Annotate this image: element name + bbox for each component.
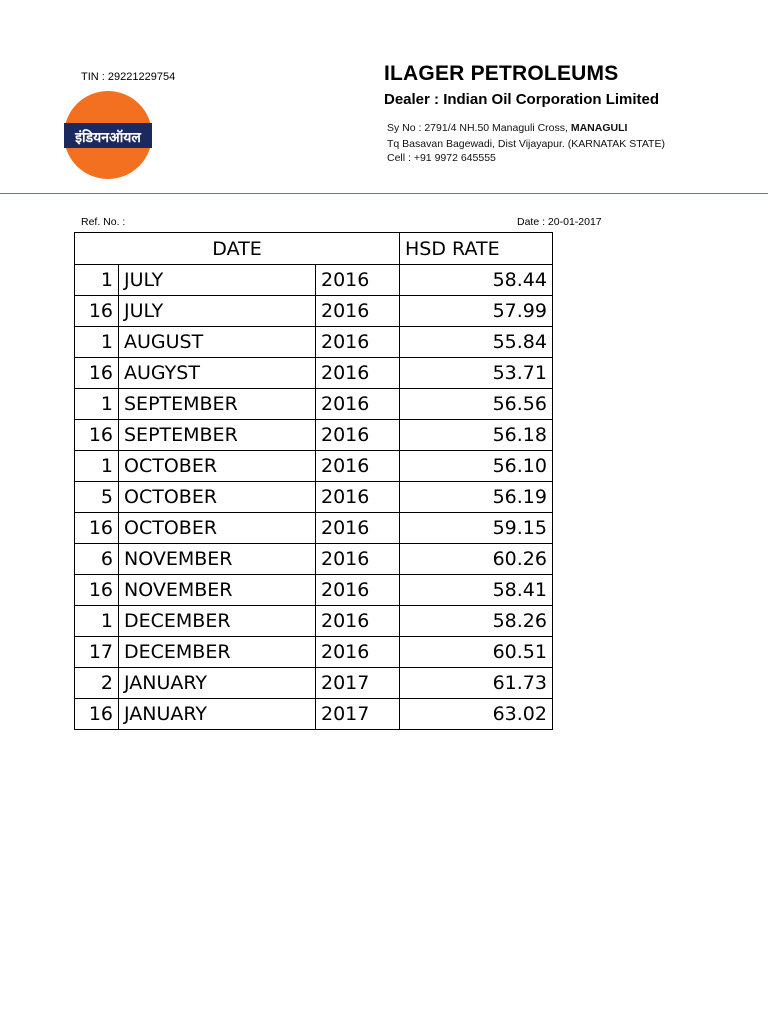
cell-year: 2017 bbox=[316, 668, 400, 699]
cell-month: OCTOBER bbox=[119, 482, 316, 513]
cell-year: 2016 bbox=[316, 606, 400, 637]
cell-month: NOVEMBER bbox=[119, 575, 316, 606]
address-line-2: Tq Basavan Bagewadi, Dist Vijayapur. (KARNATAK STATE) bbox=[387, 138, 665, 150]
cell-day: 17 bbox=[75, 637, 119, 668]
cell-month: AUGYST bbox=[119, 358, 316, 389]
cell-hsd-rate: 60.51 bbox=[400, 637, 553, 668]
table-row bbox=[75, 606, 553, 637]
cell-day: 1 bbox=[75, 451, 119, 482]
indian-oil-logo bbox=[62, 90, 154, 180]
cell-year: 2017 bbox=[316, 699, 400, 730]
cell-day: 6 bbox=[75, 544, 119, 575]
table-row bbox=[75, 513, 553, 544]
table-row bbox=[75, 544, 553, 575]
ref-number: Ref. No. : bbox=[81, 216, 126, 228]
table-row bbox=[75, 699, 553, 730]
cell-hsd-rate: 58.41 bbox=[400, 575, 553, 606]
cell-year: 2016 bbox=[316, 575, 400, 606]
cell-hsd-rate: 56.19 bbox=[400, 482, 553, 513]
logo-text: इंडियनऑयल bbox=[75, 130, 141, 146]
cell-hsd-rate: 57.99 bbox=[400, 296, 553, 327]
address-phone: Cell : +91 9972 645555 bbox=[387, 152, 496, 164]
cell-month: JULY bbox=[119, 265, 316, 296]
cell-month: NOVEMBER bbox=[119, 544, 316, 575]
cell-month: DECEMBER bbox=[119, 637, 316, 668]
header-divider bbox=[0, 193, 768, 194]
cell-year: 2016 bbox=[316, 358, 400, 389]
cell-hsd-rate: 53.71 bbox=[400, 358, 553, 389]
cell-day: 16 bbox=[75, 699, 119, 730]
cell-hsd-rate: 56.18 bbox=[400, 420, 553, 451]
cell-month: DECEMBER bbox=[119, 606, 316, 637]
table-row bbox=[75, 575, 553, 606]
table-row bbox=[75, 358, 553, 389]
cell-hsd-rate: 56.10 bbox=[400, 451, 553, 482]
cell-hsd-rate: 58.44 bbox=[400, 265, 553, 296]
address-town: MANAGULI bbox=[570, 122, 628, 134]
cell-year: 2016 bbox=[316, 482, 400, 513]
cell-year: 2016 bbox=[316, 637, 400, 668]
cell-month: OCTOBER bbox=[119, 451, 316, 482]
cell-day: 16 bbox=[75, 575, 119, 606]
cell-year: 2016 bbox=[316, 389, 400, 420]
cell-day: 2 bbox=[75, 668, 119, 699]
cell-day: 5 bbox=[75, 482, 119, 513]
table-row bbox=[75, 482, 553, 513]
cell-day: 16 bbox=[75, 420, 119, 451]
cell-hsd-rate: 55.84 bbox=[400, 327, 553, 358]
cell-hsd-rate: 60.26 bbox=[400, 544, 553, 575]
table-body bbox=[75, 265, 553, 730]
dealer-line: Dealer : Indian Oil Corporation Limited bbox=[384, 91, 660, 108]
document-date: Date : 20-01-2017 bbox=[517, 216, 602, 228]
cell-year: 2016 bbox=[316, 296, 400, 327]
cell-year: 2016 bbox=[316, 420, 400, 451]
table-row bbox=[75, 389, 553, 420]
cell-day: 16 bbox=[75, 358, 119, 389]
cell-year: 2016 bbox=[316, 265, 400, 296]
cell-month: SEPTEMBER bbox=[119, 420, 316, 451]
table-row bbox=[75, 327, 553, 358]
cell-month: JANUARY bbox=[119, 699, 316, 730]
cell-month: AUGUST bbox=[119, 327, 316, 358]
cell-hsd-rate: 56.56 bbox=[400, 389, 553, 420]
table-row bbox=[75, 668, 553, 699]
cell-day: 1 bbox=[75, 389, 119, 420]
table-row bbox=[75, 451, 553, 482]
table-row bbox=[75, 420, 553, 451]
cell-hsd-rate: 63.02 bbox=[400, 699, 553, 730]
address-line-1-text: Sy No : 2791/4 NH.50 Managuli Cross, bbox=[387, 122, 571, 134]
cell-day: 1 bbox=[75, 265, 119, 296]
cell-day: 16 bbox=[75, 296, 119, 327]
header-date: DATE bbox=[75, 233, 400, 265]
cell-month: SEPTEMBER bbox=[119, 389, 316, 420]
company-name: ILAGER PETROLEUMS bbox=[384, 62, 619, 85]
address-line-1 bbox=[387, 122, 627, 134]
cell-hsd-rate: 58.26 bbox=[400, 606, 553, 637]
cell-day: 1 bbox=[75, 327, 119, 358]
cell-year: 2016 bbox=[316, 513, 400, 544]
tin-number: TIN : 29221229754 bbox=[81, 71, 176, 83]
cell-year: 2016 bbox=[316, 451, 400, 482]
cell-hsd-rate: 59.15 bbox=[400, 513, 553, 544]
cell-year: 2016 bbox=[316, 544, 400, 575]
cell-month: JULY bbox=[119, 296, 316, 327]
cell-month: JANUARY bbox=[119, 668, 316, 699]
cell-month: OCTOBER bbox=[119, 513, 316, 544]
table-header-row bbox=[75, 233, 553, 265]
table-row bbox=[75, 637, 553, 668]
cell-day: 1 bbox=[75, 606, 119, 637]
cell-year: 2016 bbox=[316, 327, 400, 358]
table-row bbox=[75, 265, 553, 296]
header-hsd-rate: HSD RATE bbox=[400, 233, 553, 265]
table-row bbox=[75, 296, 553, 327]
cell-hsd-rate: 61.73 bbox=[400, 668, 553, 699]
cell-day: 16 bbox=[75, 513, 119, 544]
hsd-rate-table bbox=[74, 232, 553, 730]
